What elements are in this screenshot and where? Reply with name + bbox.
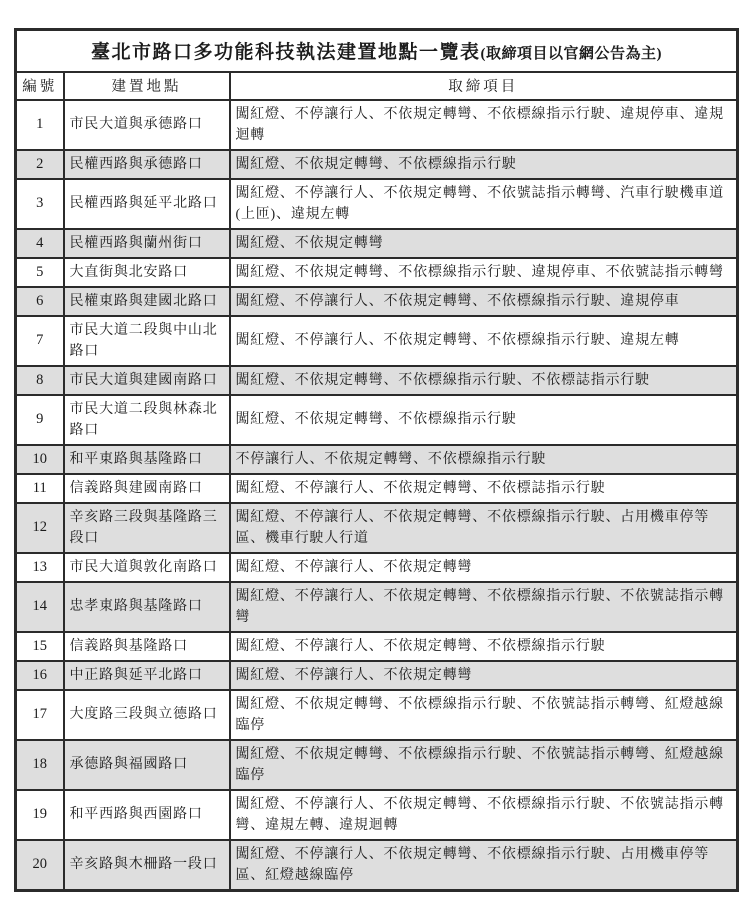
table-row (16, 553, 738, 582)
table-row (16, 503, 738, 553)
cell-items: 闖紅燈、不依規定轉彎、不依標線指示行駛、不依號誌指示轉彎、紅燈越線臨停 (230, 690, 738, 740)
page-title-text: 臺北市路口多功能科技執法建置地點一覽表 (91, 42, 481, 64)
cell-no: 19 (16, 790, 64, 840)
cell-items: 闖紅燈、不停讓行人、不依規定轉彎、不依標線指示行駛、占用機車停等區、紅燈越線臨停 (230, 840, 738, 891)
cell-items: 不停讓行人、不依規定轉彎、不依標線指示行駛 (230, 445, 738, 474)
cell-items: 闖紅燈、不停讓行人、不依規定轉彎、不依標線指示行駛、不依號誌指示轉彎 (230, 582, 738, 632)
cell-location: 辛亥路三段與基隆路三段口 (64, 503, 230, 553)
enforcement-table (14, 28, 739, 892)
cell-no: 16 (16, 661, 64, 690)
cell-location: 市民大道與敦化南路口 (64, 553, 230, 582)
cell-items: 闖紅燈、不停讓行人、不依規定轉彎、不依標線指示行駛、違規左轉 (230, 316, 738, 366)
cell-no: 8 (16, 366, 64, 395)
cell-location: 市民大道與承德路口 (64, 100, 230, 150)
table-row (16, 100, 738, 150)
cell-items: 闖紅燈、不停讓行人、不依規定轉彎、不依標線指示行駛、違規停車、違規迴轉 (230, 100, 738, 150)
cell-location: 中正路與延平北路口 (64, 661, 230, 690)
column-header-items: 取締項目 (230, 72, 738, 100)
table-row (16, 445, 738, 474)
cell-location: 民權西路與延平北路口 (64, 179, 230, 229)
cell-items: 闖紅燈、不依規定轉彎、不依標線指示行駛、不依標誌指示行駛 (230, 366, 738, 395)
cell-location: 大直街與北安路口 (64, 258, 230, 287)
cell-no: 13 (16, 553, 64, 582)
cell-location: 承德路與福國路口 (64, 740, 230, 790)
cell-location: 民權東路與建國北路口 (64, 287, 230, 316)
table-row (16, 258, 738, 287)
cell-no: 3 (16, 179, 64, 229)
cell-items: 闖紅燈、不停讓行人、不依規定轉彎、不依號誌指示轉彎、汽車行駛機車道(上匝)、違規左轉 (230, 179, 738, 229)
cell-location: 信義路與基隆路口 (64, 632, 230, 661)
cell-no: 10 (16, 445, 64, 474)
cell-location: 辛亥路與木柵路一段口 (64, 840, 230, 891)
column-header-location: 建置地點 (64, 72, 230, 100)
table-row (16, 287, 738, 316)
cell-items: 闖紅燈、不停讓行人、不依規定轉彎、不依標誌指示行駛 (230, 474, 738, 503)
table-row (16, 690, 738, 740)
cell-items: 闖紅燈、不停讓行人、不依規定轉彎、不依標線指示行駛 (230, 632, 738, 661)
cell-location: 信義路與建國南路口 (64, 474, 230, 503)
cell-location: 民權西路與蘭州街口 (64, 229, 230, 258)
cell-location: 市民大道與建國南路口 (64, 366, 230, 395)
table-row (16, 179, 738, 229)
table-row (16, 474, 738, 503)
cell-no: 17 (16, 690, 64, 740)
cell-items: 闖紅燈、不依規定轉彎、不依標線指示行駛、不依號誌指示轉彎、紅燈越線臨停 (230, 740, 738, 790)
cell-location: 和平西路與西園路口 (64, 790, 230, 840)
table-row (16, 840, 738, 891)
table-row (16, 150, 738, 179)
cell-no: 2 (16, 150, 64, 179)
cell-items: 闖紅燈、不依規定轉彎 (230, 229, 738, 258)
cell-no: 9 (16, 395, 64, 445)
cell-no: 14 (16, 582, 64, 632)
column-header-no: 編號 (16, 72, 64, 100)
cell-no: 12 (16, 503, 64, 553)
cell-location: 市民大道二段與林森北路口 (64, 395, 230, 445)
table-body (16, 100, 738, 891)
cell-location: 民權西路與承德路口 (64, 150, 230, 179)
table-row (16, 366, 738, 395)
table-row (16, 229, 738, 258)
cell-items: 闖紅燈、不停讓行人、不依規定轉彎、不依標線指示行駛、違規停車 (230, 287, 738, 316)
cell-items: 闖紅燈、不依規定轉彎、不依標線指示行駛、違規停車、不依號誌指示轉彎 (230, 258, 738, 287)
cell-no: 20 (16, 840, 64, 891)
cell-no: 1 (16, 100, 64, 150)
cell-no: 7 (16, 316, 64, 366)
cell-no: 11 (16, 474, 64, 503)
table-row (16, 395, 738, 445)
cell-location: 和平東路與基隆路口 (64, 445, 230, 474)
cell-location: 大度路三段與立德路口 (64, 690, 230, 740)
cell-items: 闖紅燈、不依規定轉彎、不依標線指示行駛 (230, 395, 738, 445)
cell-items: 闖紅燈、不停讓行人、不依規定轉彎、不依標線指示行駛、不依號誌指示轉彎、違規左轉、違規迴轉 (230, 790, 738, 840)
table-row (16, 582, 738, 632)
page-title (16, 30, 738, 72)
cell-location: 市民大道二段與中山北路口 (64, 316, 230, 366)
cell-no: 18 (16, 740, 64, 790)
cell-items: 闖紅燈、不停讓行人、不依規定轉彎 (230, 553, 738, 582)
header-row (16, 72, 738, 100)
table-row (16, 740, 738, 790)
cell-no: 6 (16, 287, 64, 316)
table-row (16, 316, 738, 366)
cell-no: 5 (16, 258, 64, 287)
table-row (16, 790, 738, 840)
cell-items: 闖紅燈、不依規定轉彎、不依標線指示行駛 (230, 150, 738, 179)
cell-items: 闖紅燈、不停讓行人、不依規定轉彎 (230, 661, 738, 690)
cell-no: 4 (16, 229, 64, 258)
cell-location: 忠孝東路與基隆路口 (64, 582, 230, 632)
cell-no: 15 (16, 632, 64, 661)
table-row (16, 632, 738, 661)
table-row (16, 661, 738, 690)
cell-items: 闖紅燈、不停讓行人、不依規定轉彎、不依標線指示行駛、占用機車停等區、機車行駛人行道 (230, 503, 738, 553)
title-row (16, 30, 738, 72)
page-title-note: (取締項目以官網公告為主) (480, 46, 663, 63)
